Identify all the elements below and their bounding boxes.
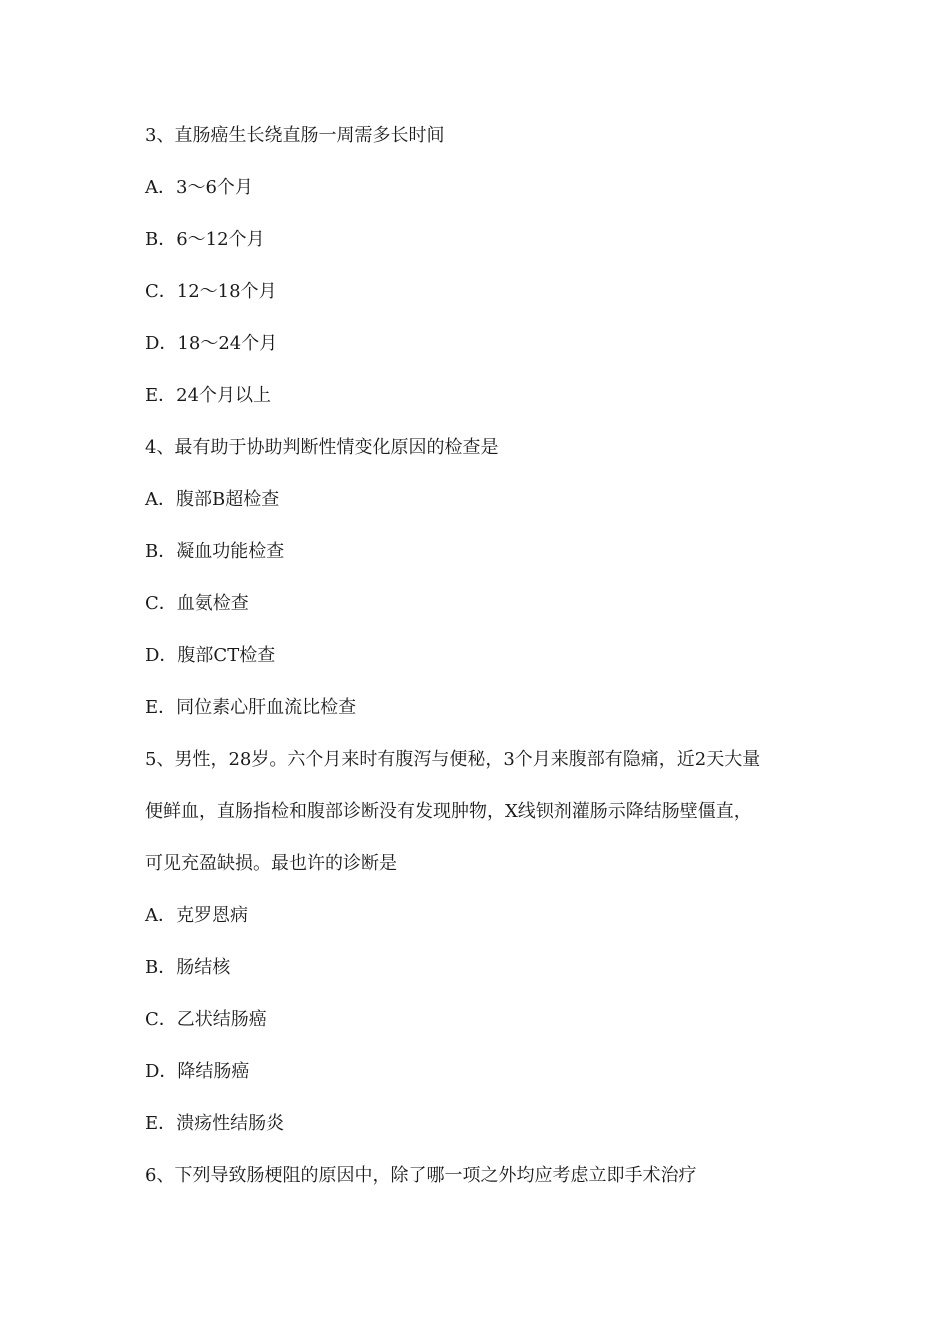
question-3 — [145, 123, 825, 409]
question-stem: 3、直肠癌生长绕直肠一周需多长时间 — [145, 125, 445, 146]
option-c: C．血氨检查 — [145, 593, 249, 614]
option-b: B．6～12个月 — [145, 229, 265, 250]
option-b: B．凝血功能检查 — [145, 541, 285, 562]
question-5 — [145, 747, 825, 1137]
question-stem: 4、最有助于协助判断性情变化原因的检查是 — [145, 437, 499, 458]
question-list — [145, 123, 825, 1215]
option-a: A．克罗恩病 — [145, 905, 248, 926]
question-stem-line: 便鲜血，直肠指检和腹部诊断没有发现肿物，X线钡剂灌肠示降结肠壁僵直， — [145, 801, 752, 822]
option-a: A．3～6个月 — [145, 177, 253, 198]
option-c: C．乙状结肠癌 — [145, 1009, 267, 1030]
question-stem-line: 5、男性，28岁。六个月来时有腹泻与便秘，3个月来腹部有隐痛，近2天大量 — [145, 749, 761, 770]
option-a: A．腹部B超检查 — [145, 489, 280, 510]
option-b: B．肠结核 — [145, 957, 231, 978]
question-6 — [145, 1163, 825, 1189]
option-d: D．18～24个月 — [145, 333, 278, 354]
question-stem — [145, 747, 825, 877]
question-stem-line: 可见充盈缺损。最也许的诊断是 — [145, 853, 397, 874]
option-d: D．腹部CT检查 — [145, 645, 276, 666]
option-e: E．24个月以上 — [145, 385, 272, 406]
question-4 — [145, 435, 825, 721]
question-stem: 6、下列导致肠梗阻的原因中，除了哪一项之外均应考虑立即手术治疗 — [145, 1165, 697, 1186]
option-c: C．12～18个月 — [145, 281, 277, 302]
option-d: D．降结肠癌 — [145, 1061, 250, 1082]
option-e: E．同位素心肝血流比检查 — [145, 697, 357, 718]
option-e: E．溃疡性结肠炎 — [145, 1113, 285, 1134]
